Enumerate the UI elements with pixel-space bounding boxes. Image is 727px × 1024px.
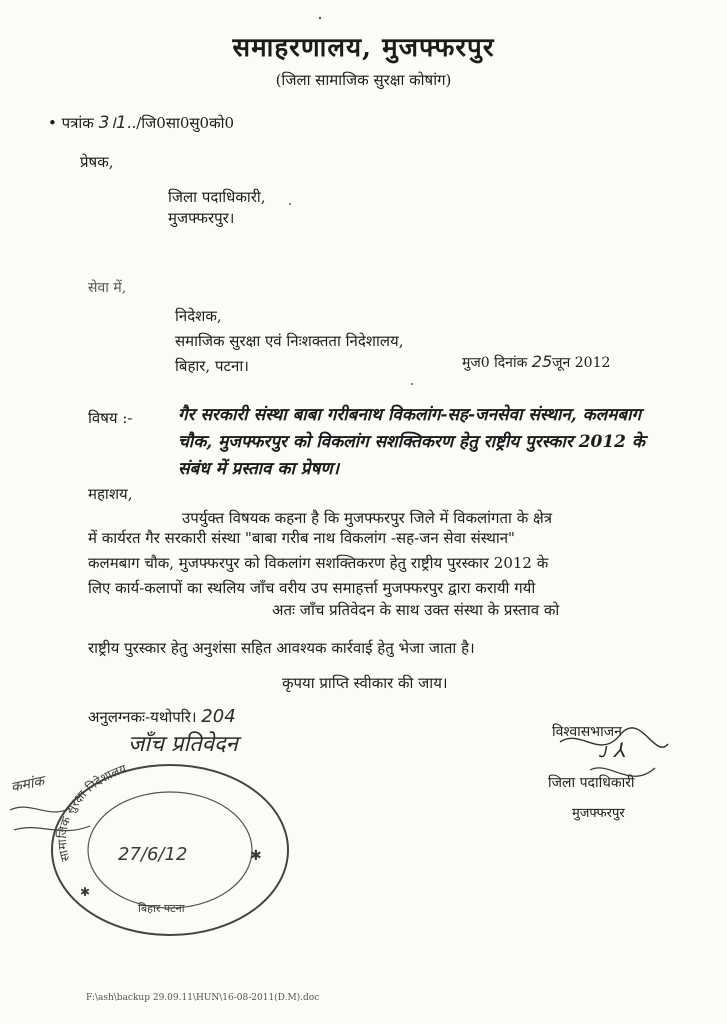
recipient-line-2: समाजिक सुरक्षा एवं निःशक्तता निदेशालय, xyxy=(175,332,404,350)
margin-scribble-text: कमांक xyxy=(9,773,46,796)
signature-line-2: जिला पदाधिकारी xyxy=(548,775,635,791)
body-line-4: लिए कार्य-कलापों का स्थलिय जाँच वरीय उप समाहर्त्ता मुजफ्फरपुर द्वारा करायी गयी xyxy=(88,579,536,597)
signature-line-1: विश्वासभाजन xyxy=(552,724,622,740)
stamp-star-icon: ✱ xyxy=(250,848,262,864)
office-subheading: (जिला सामाजिक सुरक्षा कोषांग) xyxy=(275,71,452,89)
office-heading: समाहरणालय, मुजफ्फरपुर xyxy=(232,33,495,63)
stamp-date: 27/6/12 xyxy=(118,844,188,865)
date-prefix: मुज0 दिनांक xyxy=(462,355,528,371)
letter-number-label: पत्रांक xyxy=(61,114,94,132)
signature-line-3: मुजफ्फरपुर xyxy=(572,806,625,821)
enclosure-note: जाँच प्रतिवेदन xyxy=(128,732,238,757)
body-line-2: में कार्यरत गैर सरकारी संस्था "बाबा गरीब नाथ विकलांग -सह-जन सेवा संस्थान" xyxy=(88,529,515,547)
date-day: 25 xyxy=(531,352,553,371)
footer-file-path: F:\ash\backup 29.09.11\HUN\16-08-2011(D.M).doc xyxy=(86,993,320,1003)
recipient-line-1: निदेशक, xyxy=(175,307,222,325)
body-line-6: राष्ट्रीय पुरस्कार हेतु अनुशंसा सहित आवश्यक कार्रवाई हेतु भेजा जाता है। xyxy=(88,639,475,657)
salutation: महाशय, xyxy=(88,485,133,503)
enclosure-label: अनुलग्नकः-यथोपरि। xyxy=(88,708,197,726)
stamp-bottom-text: बिहार पटना xyxy=(138,902,185,915)
sender-label: प्रेषक, xyxy=(80,153,114,171)
stamp-star-icon-left: ✱ xyxy=(80,885,91,899)
signature-scribble xyxy=(560,728,668,776)
subject-label: विषय :- xyxy=(88,409,133,427)
recipient-line-3: बिहार, पटना। xyxy=(175,357,249,375)
subject-text: गैर सरकारी संस्था बाबा गरीबनाथ विकलांग-सह-जनसेवा संस्थान, कलमबाग चौक, मुजफ्फरपुर को विकलांग सशक्तिकरण हेतु राष्ट्रीय पुरस्कार 2012 के संबंध में प्रस्ताव का प्रेषण। xyxy=(178,405,645,479)
closing-line: कृपया प्राप्ति स्वीकार की जाय। xyxy=(282,674,448,692)
letter-number-suffix: ../जि0सा0सु0को0 xyxy=(126,114,235,132)
office-stamp xyxy=(52,761,288,935)
sender-line-1: जिला पदाधिकारी, xyxy=(168,188,266,206)
recipient-label: सेवा में, xyxy=(88,280,127,296)
date-month-year: जून 2012 xyxy=(552,355,611,371)
body-line-1: उपर्युक्त विषयक कहना है कि मुजफ्फरपुर जिले में विकलांगता के क्षेत्र xyxy=(182,509,553,527)
letter-number-bullet: • xyxy=(48,114,62,132)
letter-number-value: 3।1 xyxy=(98,113,127,133)
body-line-3: कलमबाग चौक, मुजफ्फरपुर को विकलांग सशक्तिकरण हेतु राष्ट्रीय पुरस्कार 2012 के xyxy=(88,554,549,572)
signature-mark: ᴊ ⅄ xyxy=(600,738,627,762)
stamp-ring-text: सामाजिक सुरक्षा निदेशालय xyxy=(55,761,129,864)
body-line-5: अतः जाँच प्रतिवेदन के साथ उक्त संस्था के प्रस्ताव को xyxy=(272,601,560,619)
sender-line-2: मुजफ्फरपुर। xyxy=(168,209,235,227)
enclosure-count: 204 xyxy=(201,706,236,727)
